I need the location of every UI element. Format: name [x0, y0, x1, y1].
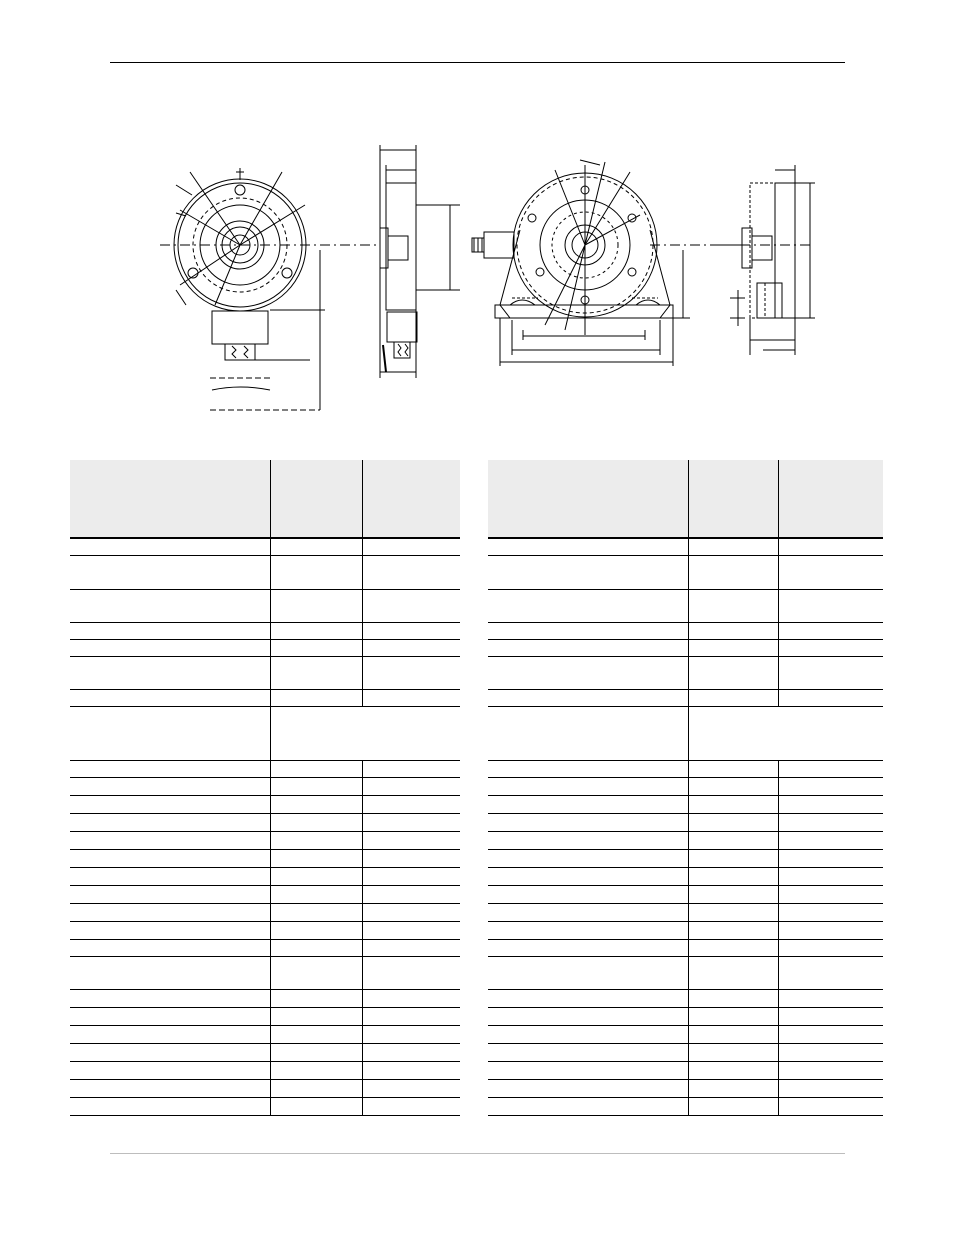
- table-row: [488, 1061, 883, 1079]
- table-row: [70, 760, 460, 777]
- table-cell: [688, 656, 778, 689]
- table-cell: [488, 1043, 688, 1061]
- table-cell: [362, 555, 460, 589]
- table-cell: [270, 706, 460, 760]
- table-cell: [778, 1097, 883, 1115]
- table-cell: [778, 689, 883, 706]
- table-cell: [270, 921, 362, 939]
- table-cell: [778, 813, 883, 831]
- table-cell: [362, 1025, 460, 1043]
- table-cell: [270, 1007, 362, 1025]
- table-cell: [778, 1007, 883, 1025]
- table-cell: [688, 760, 778, 777]
- table-cell: [688, 885, 778, 903]
- table-cell: [778, 777, 883, 795]
- table-row: [70, 1097, 460, 1115]
- foot-mount-front-view: [472, 160, 740, 366]
- table-cell: [362, 921, 460, 939]
- table-row: [488, 689, 883, 706]
- table-cell: [362, 795, 460, 813]
- table-row: [488, 1007, 883, 1025]
- table-cell: [270, 1079, 362, 1097]
- table-row: [70, 867, 460, 885]
- table-cell: [688, 555, 778, 589]
- table-cell: [688, 706, 883, 760]
- table-row: [488, 622, 883, 639]
- table-cell: [362, 777, 460, 795]
- table-cell: [270, 903, 362, 921]
- table-cell: [70, 777, 270, 795]
- table-cell: [688, 956, 778, 989]
- table-cell: [778, 538, 883, 555]
- table-cell: [270, 849, 362, 867]
- table-cell: [362, 689, 460, 706]
- table-cell: [688, 795, 778, 813]
- table-cell: [270, 656, 362, 689]
- table-cell: [488, 849, 688, 867]
- table-row: [488, 813, 883, 831]
- table-cell: [362, 849, 460, 867]
- table-cell: [488, 656, 688, 689]
- table-cell: [270, 795, 362, 813]
- table-cell: [362, 1097, 460, 1115]
- table-cell: [488, 1097, 688, 1115]
- table-cell: [688, 939, 778, 956]
- table-row: [488, 849, 883, 867]
- table-cell: [688, 538, 778, 555]
- table-cell: [488, 1007, 688, 1025]
- table-cell: [778, 555, 883, 589]
- table-cell: [778, 867, 883, 885]
- table-cell: [778, 849, 883, 867]
- table-cell: [362, 867, 460, 885]
- table-cell: [70, 1097, 270, 1115]
- table-cell: [488, 589, 688, 622]
- table-row: [488, 538, 883, 555]
- table-cell: [270, 956, 362, 989]
- table-cell: [488, 956, 688, 989]
- table-cell: [488, 903, 688, 921]
- table-cell: [488, 538, 688, 555]
- table-cell: [488, 885, 688, 903]
- table-cell: [778, 589, 883, 622]
- table-cell: [778, 885, 883, 903]
- table-row: [488, 903, 883, 921]
- table-row: [488, 1079, 883, 1097]
- table-cell: [688, 777, 778, 795]
- table-row: [70, 1043, 460, 1061]
- table-cell: [70, 656, 270, 689]
- table-cell: [488, 760, 688, 777]
- table-cell: [270, 1061, 362, 1079]
- table-cell: [70, 706, 270, 760]
- table-cell: [688, 589, 778, 622]
- bearing-mount-side-view: [380, 145, 460, 378]
- table-cell: [270, 1043, 362, 1061]
- table-header-row: [70, 460, 460, 538]
- table-cell: [688, 921, 778, 939]
- table-cell: [688, 1061, 778, 1079]
- table-cell: [70, 849, 270, 867]
- table-row: [488, 589, 883, 622]
- table-row: [70, 656, 460, 689]
- table-cell: [688, 1079, 778, 1097]
- bearing-mount-front-view: [160, 168, 380, 410]
- table-cell: [778, 656, 883, 689]
- spec-table-left: [70, 460, 460, 1116]
- table-cell: [488, 460, 688, 538]
- table-cell: [362, 1061, 460, 1079]
- table-row: [70, 939, 460, 956]
- table-cell: [778, 460, 883, 538]
- table-cell: [70, 622, 270, 639]
- table-cell: [70, 831, 270, 849]
- table-cell: [70, 760, 270, 777]
- table-cell: [70, 813, 270, 831]
- table-row: [488, 867, 883, 885]
- table-cell: [270, 622, 362, 639]
- table-cell: [362, 538, 460, 555]
- table-cell: [270, 1097, 362, 1115]
- table-cell: [70, 885, 270, 903]
- table-cell: [70, 939, 270, 956]
- table-cell: [688, 813, 778, 831]
- table-row: [488, 1097, 883, 1115]
- table-cell: [688, 1097, 778, 1115]
- table-row: [70, 813, 460, 831]
- table-cell: [270, 777, 362, 795]
- table-cell: [362, 760, 460, 777]
- table-cell: [70, 956, 270, 989]
- table-row: [70, 849, 460, 867]
- table-row: [70, 706, 460, 760]
- table-cell: [70, 555, 270, 589]
- table-cell: [362, 885, 460, 903]
- table-cell: [688, 903, 778, 921]
- table-row: [70, 555, 460, 589]
- table-cell: [70, 589, 270, 622]
- table-cell: [488, 831, 688, 849]
- table-cell: [778, 622, 883, 639]
- table-cell: [270, 639, 362, 656]
- table-row: [70, 689, 460, 706]
- table-cell: [688, 849, 778, 867]
- table-row: [488, 921, 883, 939]
- table-cell: [488, 795, 688, 813]
- table-cell: [270, 885, 362, 903]
- table-cell: [778, 831, 883, 849]
- table-cell: [270, 760, 362, 777]
- table-cell: [488, 939, 688, 956]
- table-row: [488, 656, 883, 689]
- table-row: [488, 706, 883, 760]
- table-cell: [362, 939, 460, 956]
- table-cell: [688, 460, 778, 538]
- table-cell: [362, 1079, 460, 1097]
- table-row: [488, 639, 883, 656]
- table-cell: [70, 1061, 270, 1079]
- table-cell: [70, 538, 270, 555]
- table-cell: [270, 460, 362, 538]
- table-cell: [362, 622, 460, 639]
- table-cell: [70, 989, 270, 1007]
- table-cell: [688, 1043, 778, 1061]
- table-cell: [488, 706, 688, 760]
- table-cell: [70, 460, 270, 538]
- table-cell: [362, 956, 460, 989]
- table-row: [70, 589, 460, 622]
- table-cell: [270, 555, 362, 589]
- table-cell: [488, 1061, 688, 1079]
- table-cell: [270, 867, 362, 885]
- table-row: [70, 1025, 460, 1043]
- spec-table-right: [488, 460, 883, 1116]
- table-cell: [688, 1025, 778, 1043]
- table-cell: [270, 1025, 362, 1043]
- table-cell: [362, 460, 460, 538]
- table-cell: [488, 1079, 688, 1097]
- table-row: [488, 831, 883, 849]
- table-cell: [70, 903, 270, 921]
- table-row: [70, 1079, 460, 1097]
- table-cell: [778, 989, 883, 1007]
- table-cell: [362, 589, 460, 622]
- table-cell: [70, 867, 270, 885]
- table-row: [70, 831, 460, 849]
- table-cell: [778, 760, 883, 777]
- table-cell: [778, 1025, 883, 1043]
- table-cell: [688, 989, 778, 1007]
- table-cell: [488, 813, 688, 831]
- table-cell: [488, 689, 688, 706]
- table-cell: [70, 1007, 270, 1025]
- table-row: [488, 795, 883, 813]
- table-cell: [362, 831, 460, 849]
- table-cell: [778, 921, 883, 939]
- table-cell: [778, 795, 883, 813]
- table-cell: [688, 689, 778, 706]
- table-row: [488, 989, 883, 1007]
- foot-mount-side-view: [720, 165, 815, 355]
- table-row: [70, 1061, 460, 1079]
- table-row: [488, 939, 883, 956]
- table-cell: [488, 1025, 688, 1043]
- table-cell: [362, 903, 460, 921]
- table-row: [488, 760, 883, 777]
- table-cell: [70, 1079, 270, 1097]
- table-cell: [778, 639, 883, 656]
- footer-rule: [110, 1153, 845, 1154]
- table-cell: [270, 989, 362, 1007]
- table-cell: [488, 622, 688, 639]
- table-row: [488, 777, 883, 795]
- technical-drawing: [0, 0, 954, 440]
- table-row: [488, 555, 883, 589]
- table-cell: [70, 1025, 270, 1043]
- table-cell: [362, 989, 460, 1007]
- table-cell: [688, 831, 778, 849]
- table-row: [70, 622, 460, 639]
- table-cell: [70, 639, 270, 656]
- table-cell: [270, 689, 362, 706]
- table-cell: [270, 589, 362, 622]
- table-header-row: [488, 460, 883, 538]
- table-cell: [488, 867, 688, 885]
- table-row: [70, 885, 460, 903]
- table-row: [488, 956, 883, 989]
- table-row: [488, 1043, 883, 1061]
- table-cell: [488, 777, 688, 795]
- table-cell: [362, 1043, 460, 1061]
- table-row: [70, 903, 460, 921]
- table-cell: [778, 1061, 883, 1079]
- table-cell: [488, 555, 688, 589]
- table-row: [488, 1025, 883, 1043]
- table-cell: [70, 795, 270, 813]
- table-row: [70, 1007, 460, 1025]
- table-cell: [270, 831, 362, 849]
- table-cell: [362, 1007, 460, 1025]
- table-cell: [362, 813, 460, 831]
- table-cell: [778, 939, 883, 956]
- table-row: [70, 777, 460, 795]
- table-cell: [688, 867, 778, 885]
- table-cell: [488, 921, 688, 939]
- table-cell: [270, 538, 362, 555]
- table-row: [488, 885, 883, 903]
- table-cell: [70, 1043, 270, 1061]
- table-cell: [362, 656, 460, 689]
- table-row: [70, 956, 460, 989]
- table-cell: [778, 1079, 883, 1097]
- table-row: [70, 989, 460, 1007]
- table-cell: [488, 639, 688, 656]
- table-cell: [688, 639, 778, 656]
- table-cell: [270, 813, 362, 831]
- table-cell: [70, 689, 270, 706]
- table-cell: [70, 921, 270, 939]
- table-cell: [688, 622, 778, 639]
- table-cell: [688, 1007, 778, 1025]
- table-cell: [778, 1043, 883, 1061]
- table-row: [70, 921, 460, 939]
- table-cell: [362, 639, 460, 656]
- table-cell: [778, 903, 883, 921]
- table-row: [70, 538, 460, 555]
- table-row: [70, 795, 460, 813]
- table-cell: [778, 956, 883, 989]
- table-row: [70, 639, 460, 656]
- table-cell: [270, 939, 362, 956]
- table-cell: [488, 989, 688, 1007]
